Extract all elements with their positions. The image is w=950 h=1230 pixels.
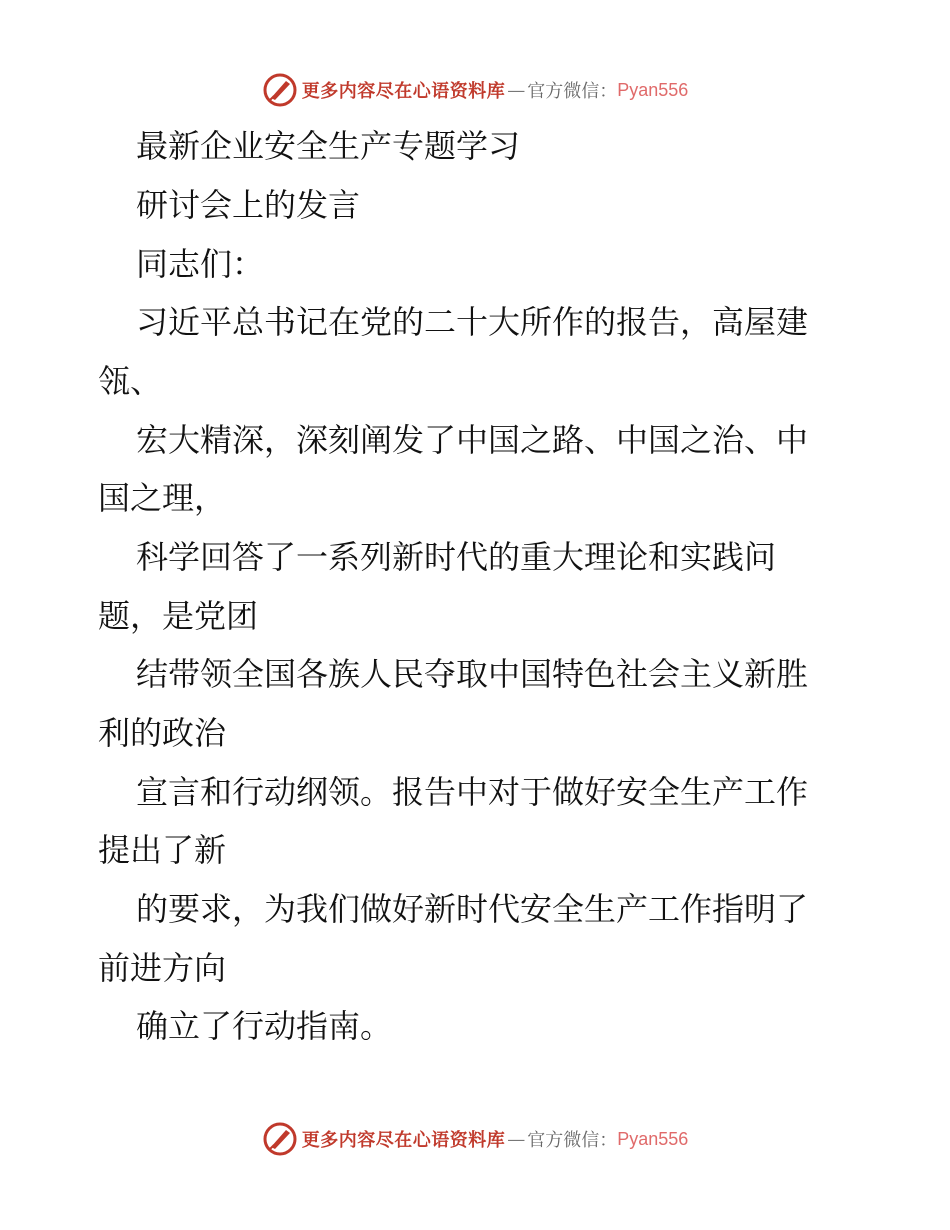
body-line: 题，是党团 <box>98 597 259 635</box>
wechat-label: 官方微信： <box>527 1130 618 1151</box>
body-line: 结带领全国各族人民夺取中国特色社会主义新胜 <box>136 655 809 693</box>
body-line: 前进方向 <box>98 949 227 987</box>
brand-text: 更多内容尽在心语资料库 <box>301 1130 506 1151</box>
wechat-id: Pyan556 <box>617 1128 689 1149</box>
banner-separator: — <box>507 79 526 101</box>
footer-banner <box>0 1119 950 1159</box>
body-line: 国之理， <box>98 479 227 517</box>
body-line: 利的政治 <box>98 714 227 752</box>
salutation: 同志们： <box>136 245 265 283</box>
body-line: 习近平总书记在党的二十大所作的报告，高屋建 <box>136 303 809 341</box>
header-banner <box>0 70 950 110</box>
body-line: 科学回答了一系列新时代的重大理论和实践问 <box>136 538 777 576</box>
wechat-id: Pyan556 <box>617 79 689 100</box>
body-line: 宏大精深，深刻阐发了中国之路、中国之治、中 <box>136 421 809 459</box>
wechat-label: 官方微信： <box>527 81 618 102</box>
quill-seal-icon <box>262 1121 298 1157</box>
doc-title-line-1: 最新企业安全生产专题学习 <box>136 127 521 165</box>
brand-text: 更多内容尽在心语资料库 <box>301 81 506 102</box>
body-line: 的要求，为我们做好新时代安全生产工作指明了 <box>136 890 809 928</box>
doc-title-line-2: 研讨会上的发言 <box>136 186 361 224</box>
quill-seal-icon <box>262 72 298 108</box>
body-line: 瓴、 <box>98 362 163 400</box>
banner-separator: — <box>507 1128 526 1150</box>
body-line: 确立了行动指南。 <box>136 1007 393 1045</box>
body-line: 提出了新 <box>98 831 227 869</box>
body-line: 宣言和行动纲领。报告中对于做好安全生产工作 <box>136 773 809 811</box>
